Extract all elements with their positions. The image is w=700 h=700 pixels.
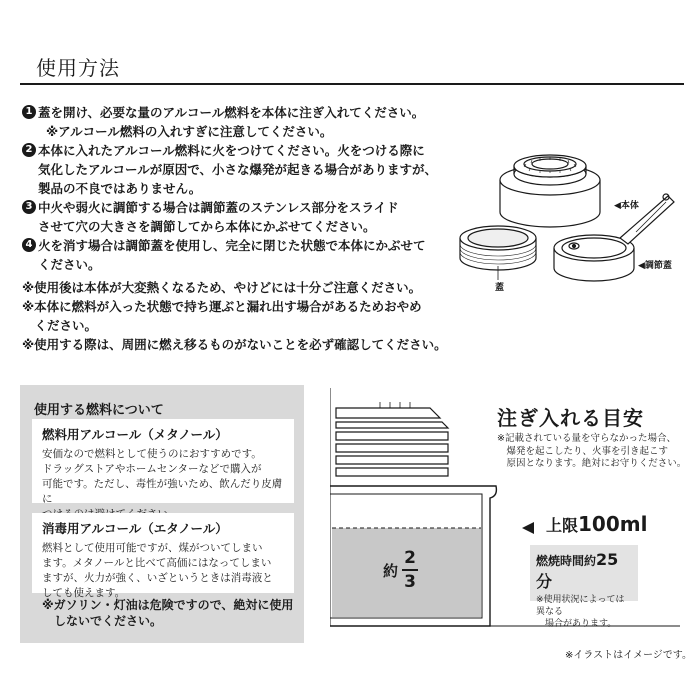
burn-time-label: [536, 550, 632, 592]
body-callout: ◀本体: [614, 201, 639, 211]
lid-illustration: [460, 226, 536, 270]
limit-value: 100ml: [578, 512, 648, 536]
fill-guide-title: 注ぎ入れる目安: [497, 406, 644, 430]
title-divider: [20, 83, 684, 85]
adjust-lid-callout: ◀調節蓋: [638, 261, 672, 271]
limit-label: [546, 512, 647, 536]
burn-note: ※使用状況によっては異なる 場合があります。: [536, 595, 625, 629]
fill-fraction: [383, 548, 418, 592]
step-text: 中火や弱火に調節する場合は調節蓋のステンレス部分をスライド させて穴の大きさを調節してから本体にかぶせてください。: [38, 200, 399, 234]
ethanol-body: 燃料として使用可能ですが、煤がついてしまい ます。メタノールと比べて高価にはなってしまい ますが、火力が強く、いざというときは消毒液と しても使えます。: [42, 542, 273, 599]
fraction-value: [402, 548, 418, 592]
caution-note: ※本体に燃料が入った状態で持ち運ぶと漏れ出す場合があるためおやめ ください。: [22, 299, 422, 333]
step-number-icon: 1: [22, 105, 36, 119]
limit-pointer-icon: [522, 522, 534, 534]
fraction-prefix: 約: [383, 561, 399, 580]
page-title: 使用方法: [36, 56, 120, 80]
fuel-info-panel: [20, 385, 304, 643]
burn-value: 25分: [536, 550, 619, 591]
burn-time-panel: [530, 545, 638, 629]
step-1: [22, 103, 452, 122]
caution-notes: [22, 278, 452, 354]
methanol-title: 燃料用アルコール（メタノール）: [42, 427, 228, 442]
stove-body-illustration: [500, 155, 600, 227]
burn-prefix: 燃焼時間約: [536, 554, 597, 568]
step-number-icon: 3: [22, 200, 36, 214]
ethanol-card: [32, 513, 294, 599]
step-2: [22, 141, 452, 198]
image-disclaimer: ※イラストはイメージです。: [565, 650, 692, 661]
fraction-bar: [402, 569, 418, 571]
step-number-icon: 2: [22, 143, 36, 157]
methanol-card: [32, 419, 294, 503]
step-text: 火を消す場合は調節蓋を使用し、完全に閉じた状態で本体にかぶせて ください。: [38, 238, 426, 272]
step-text: 本体に入れたアルコール燃料に火をつけてください。火をつける際に 気化したアルコールが原因で、小さな爆発が起きる場合がありますが、 製品の不良ではありません。: [38, 143, 438, 196]
fraction-denominator: 3: [404, 572, 416, 592]
step-text: 蓋を開け、必要な量のアルコール燃料を本体に注ぎ入れてください。: [38, 105, 425, 120]
step-sub-text: ※アルコール燃料の入れすぎに注意してください。: [46, 124, 333, 139]
caution-note: ※使用する際は、周囲に燃え移るものがないことを必ず確認してください。: [22, 337, 447, 352]
fuel-panel-title: 使用する燃料について: [34, 403, 164, 418]
lid-callout: 蓋: [493, 282, 503, 291]
step-number-icon: 4: [22, 238, 36, 252]
fuel-warning: ※ガソリン・灯油は危険ですので、絶対に使用 しないでください。: [42, 598, 294, 628]
step-sub-note: [22, 122, 452, 141]
step-4: [22, 236, 452, 274]
limit-prefix: 上限: [546, 516, 579, 535]
caution-note: ※使用後は本体が大変熱くなるため、やけどには十分ご注意ください。: [22, 280, 422, 295]
fraction-numerator: 2: [404, 548, 416, 568]
stove-illustration: [440, 140, 690, 310]
ethanol-title: 消毒用アルコール（エタノール）: [42, 521, 228, 536]
fill-guide-note: ※記載されている量を守らなかった場合、 爆発を起こしたり、火事を引き起こす 原因となります。絶対にお守りください。: [497, 433, 687, 469]
steps-list: [22, 103, 452, 274]
methanol-body: 安価なので燃料として使うのにおすすめです。 ドラッグストアやホームセンターなどで購入が 可能です。ただし、毒性が強いため、飲んだり皮膚に: [42, 448, 283, 505]
step-3: [22, 198, 452, 236]
